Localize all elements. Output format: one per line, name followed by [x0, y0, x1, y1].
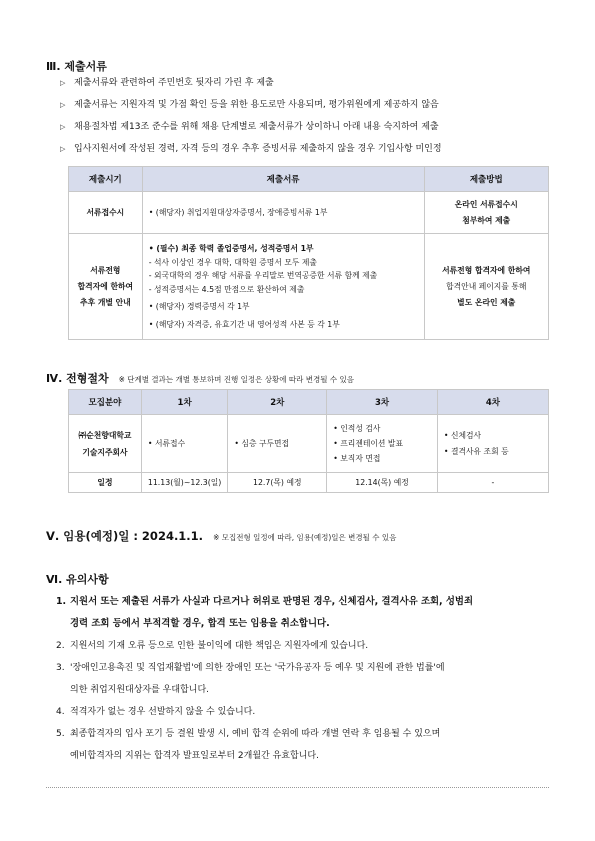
list-item: 5. 최종합격자의 입사 포기 등 결원 발생 시, 예비 합격 순위에 따라 개별 연락 후 임용될 수 있으며 예비합격자의 지위는 합격자 발표일로부터 2개월간 유효합니다.	[56, 729, 441, 761]
org-cell: ㈜순천향대학교 기술지주회사	[69, 415, 142, 473]
col-header-stage2: 2차	[228, 390, 327, 415]
col-header-method: 제출방법	[424, 167, 549, 192]
method-cell: 서류전형 합격자에 한하여 합격안내 페이지를 통해 별도 온라인 제출	[424, 234, 549, 340]
table-row	[69, 234, 549, 340]
schedule-cell: 11.13(월)~12.3(일)	[141, 473, 227, 493]
time-cell: 서류접수시	[69, 192, 143, 234]
col-header-stage4: 4차	[437, 390, 548, 415]
section-6-title: Ⅵ. 유의사항	[46, 573, 109, 586]
triangle-icon: ▷	[60, 101, 66, 109]
section-3-title: Ⅲ. 제출서류	[46, 60, 107, 73]
col-header-docs: 제출서류	[142, 167, 424, 192]
bullet-item: ▷ 입사지원서에 작성된 경력, 자격 등의 경우 추후 증빙서류 제출하지 않을 경우 기입사항 미인정	[60, 138, 560, 160]
list-item: 2. 지원서의 기재 오류 등으로 인한 불이익에 대한 책임은 지원자에게 있습니다.	[56, 641, 369, 651]
stage2-cell: • 심층 구두면접	[228, 415, 327, 473]
docs-cell: • (필수) 최종 학력 졸업증명서, 성적증명서 1부 - 석사 이상인 경우 대학, 대학원 증명서 모두 제출 - 외국대학의 경우 해당 서류를 우리말로 번역공증한 서류 함께 제출 - 성적증명서는 4.5점 만점으로 환산하여 제출 • (해당자) 경력증명서 각 1부 • (해당자) 자격증, 유효기간 내 영어성적 사본 등 각 1부	[142, 234, 424, 340]
notes-list	[56, 591, 556, 767]
section-3-bullets	[60, 72, 560, 160]
section-5-note: ※ 모집전형 일정에 따라, 임용(예정)일은 변경될 수 있음	[213, 533, 397, 542]
table-row	[69, 415, 549, 473]
bullet-item: ▷ 제출서류는 지원자격 및 가점 확인 등을 위한 용도로만 사용되며, 평가위원에게 제공하지 않음	[60, 94, 560, 116]
list-item: 3. '장애인고용촉진 및 직업재활법'에 의한 장애인 또는 '국가유공자 등 예우 및 지원에 관한 법률'에 의한 취업지원대상자를 우대합니다.	[56, 663, 445, 695]
method-cell: 온라인 서류접수시 첨부하여 제출	[424, 192, 549, 234]
schedule-cell: -	[437, 473, 548, 493]
list-item: 4. 적격자가 없는 경우 선발하지 않을 수 있습니다.	[56, 707, 256, 717]
bullet-item: ▷ 채용절차법 제13조 준수를 위해 채용 단계별로 제출서류가 상이하니 아래 내용 숙지하여 제출	[60, 116, 560, 138]
col-header-time: 제출시기	[69, 167, 143, 192]
triangle-icon: ▷	[60, 79, 66, 87]
schedule-label: 일정	[69, 473, 142, 493]
docs-cell: • (해당자) 취업지원대상자증명서, 장애증빙서류 1부	[142, 192, 424, 234]
section-4-note: ※ 단계별 결과는 개별 통보하며 진행 일정은 상황에 따라 변경될 수 있음	[118, 375, 354, 384]
stage4-cell: • 신체검사 • 결격사유 조회 등	[437, 415, 548, 473]
process-table	[68, 389, 549, 493]
documents-table	[68, 166, 549, 340]
triangle-icon: ▷	[60, 145, 66, 153]
time-cell: 서류전형 합격자에 한하여 추후 개별 안내	[69, 234, 143, 340]
col-header-stage3: 3차	[327, 390, 438, 415]
page-divider	[46, 787, 549, 788]
col-header-stage1: 1차	[141, 390, 227, 415]
list-item: 1. 지원서 또는 제출된 서류가 사실과 다르거나 허위로 판명된 경우, 신체검사, 결격사유 조회, 성범죄 경력 조회 등에서 부적격할 경우, 합격 또는 임용을 취소합니다.	[56, 596, 474, 629]
table-row	[69, 473, 549, 493]
bullet-item: ▷ 제출서류와 관련하여 주민번호 뒷자리 가린 후 제출	[60, 72, 560, 94]
triangle-icon: ▷	[60, 123, 66, 131]
stage1-cell: • 서류접수	[141, 415, 227, 473]
schedule-cell: 12.14(목) 예정	[327, 473, 438, 493]
section-4-title: Ⅳ. 전형절차 ※ 단계별 결과는 개별 통보하며 진행 일정은 상황에 따라 변경될 수 있음	[46, 372, 354, 385]
table-row	[69, 192, 549, 234]
schedule-cell: 12.7(목) 예정	[228, 473, 327, 493]
col-header-field: 모집분야	[69, 390, 142, 415]
section-5-title: Ⅴ. 임용(예정)일 : 2024.1.1. ※ 모집전형 일정에 따라, 임용(예정)일은 변경될 수 있음	[46, 529, 397, 543]
stage3-cell: • 인적성 검사 • 프리젠테이션 발표 • 보직자 면접	[327, 415, 438, 473]
